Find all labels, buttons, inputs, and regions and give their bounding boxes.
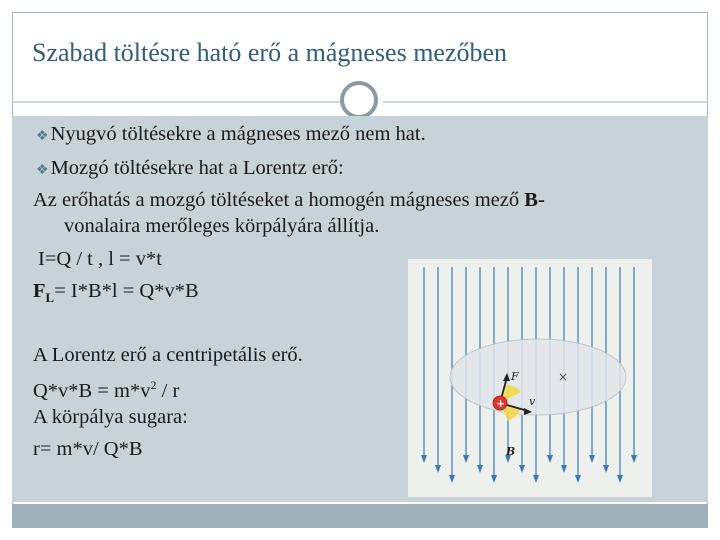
b-symbol: B- bbox=[524, 189, 545, 211]
equation-centripetal-main: Q*v*B = m*v bbox=[33, 379, 151, 402]
bullet-1 bbox=[36, 122, 426, 149]
field-line-arrowhead bbox=[463, 455, 469, 463]
radius-label: A körpálya sugara: bbox=[33, 406, 188, 428]
title-divider-left bbox=[12, 101, 342, 103]
force-subscript: L bbox=[45, 290, 55, 306]
field-line-arrowhead bbox=[575, 475, 581, 483]
label-velocity: v bbox=[529, 395, 536, 408]
field-line-arrowhead bbox=[547, 455, 553, 463]
paragraph-text: Az erőhatás a mozgó töltéseket a homogén mágneses mező bbox=[33, 189, 525, 211]
title-divider-right bbox=[383, 101, 708, 103]
equation-radius: r= m*v/ Q*B bbox=[33, 438, 143, 460]
field-line-arrowhead bbox=[589, 455, 595, 463]
divider-ring-icon bbox=[340, 81, 378, 119]
field-line-arrowhead bbox=[477, 465, 483, 473]
equation-centripetal bbox=[33, 373, 179, 403]
lorentz-figure bbox=[408, 259, 652, 497]
field-line-arrowhead bbox=[421, 455, 427, 463]
field-line-arrowhead bbox=[561, 465, 567, 473]
force-symbol: F bbox=[33, 280, 46, 302]
bullet-2-text: Mozgó töltésekre hat a Lorentz erő: bbox=[50, 157, 344, 179]
field-line-arrowhead bbox=[603, 465, 609, 473]
field-line-arrowhead bbox=[533, 475, 539, 483]
equation-current: I=Q / t , l = v*t bbox=[38, 248, 162, 270]
equation-centripetal-end: / r bbox=[156, 379, 180, 402]
field-line-arrowhead bbox=[519, 465, 525, 473]
bullet-2 bbox=[36, 156, 344, 183]
label-force: F bbox=[511, 370, 519, 383]
field-line-arrowhead bbox=[435, 465, 441, 473]
circular-path bbox=[450, 339, 626, 415]
paragraph-line-1 bbox=[33, 188, 545, 212]
squared-exponent: 2 bbox=[150, 378, 157, 392]
lorentz-diagram bbox=[408, 259, 652, 497]
field-line-arrowhead bbox=[449, 475, 455, 483]
slide-title: Szabad töltésre ható erő a mágneses mezőben bbox=[32, 38, 508, 67]
center-mark: × bbox=[558, 370, 569, 384]
field-line-arrowhead bbox=[491, 475, 497, 483]
field-line-arrowhead bbox=[617, 475, 623, 483]
label-field: B bbox=[506, 445, 516, 458]
lorentz-centripetal-text: A Lorentz erő a centripetális erő. bbox=[33, 344, 303, 366]
bullet-1-text: Nyugvó töltésekre a mágneses mező nem hat. bbox=[50, 123, 426, 145]
bullet-icon: ❖ bbox=[36, 129, 49, 144]
bullet-icon: ❖ bbox=[36, 163, 49, 178]
charge-sign: + bbox=[496, 397, 506, 410]
equation-lorentz bbox=[33, 279, 199, 310]
field-line-arrowhead bbox=[631, 455, 637, 463]
paragraph-line-2: vonalaira merőleges körpályára állítja. bbox=[64, 215, 380, 237]
equation-lorentz-rest: = I*B*l = Q*v*B bbox=[54, 280, 199, 302]
bottom-bar bbox=[12, 504, 708, 528]
